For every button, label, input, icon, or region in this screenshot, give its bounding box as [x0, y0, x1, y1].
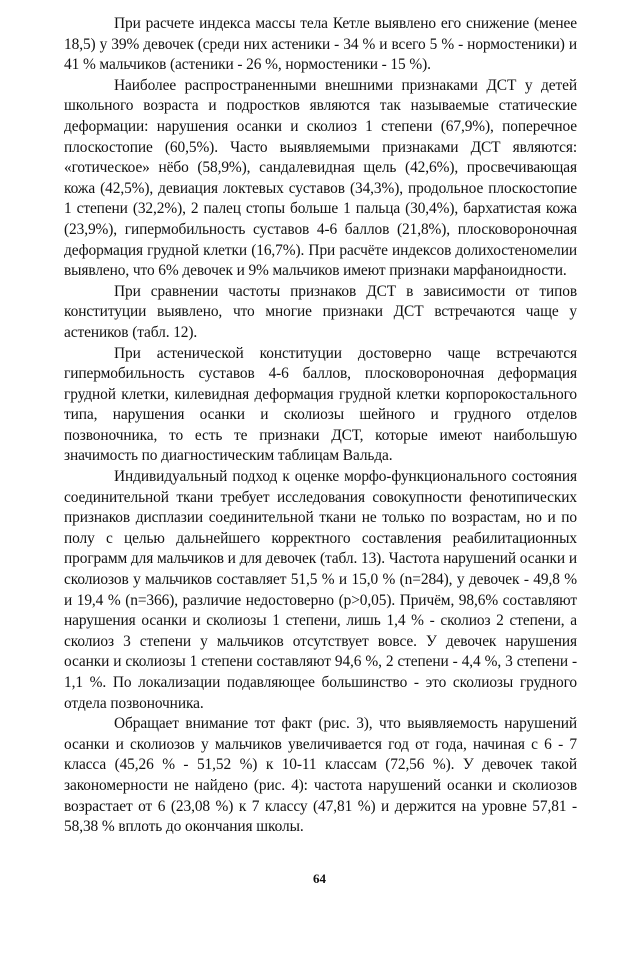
- paragraph-boys-girls-trend: Обращает внимание тот факт (рис. 3), что выявляемость нарушений осанки и сколиозов у мальчиков увеличивается год от года, начиная с 6 - 7 класса (45,26 % - 51,52 %) к 10-11 классам (72,56 %). У девочек такой закономерности не найдено (рис. 4): частота нарушений осанки и сколиозов возрастает от 6 (23,08 %) к 7 классу (47,81 %) и держится на уровне 57,81 - 58,38 % вплоть до окончания школы.: [64, 715, 577, 836]
- page-number: 64: [313, 871, 326, 886]
- paragraph-individual-approach: Индивидуальный подход к оценке морфо-функционального состояния соединительной ткани требует исследования совокупности фенотипических признаков дисплазии соединительной ткани не только по возрастам, но и по полу с целью дальнейшего корректного составления реабилитационных программ для мальчиков и для девочек (табл. 13). Частота нарушений осанки и сколиозов у мальчиков составляет 51,5 % и 15,0 % (n=284), у девочек - 49,8 % и 19,4 % (n=366), различие недостоверно (p>0,05). Причём, 98,6% составляют нарушения осанки и сколиозы 1 степени, лишь 1,4 % - сколиоз 2 степени, а сколиоз 3 степени у мальчиков отсутствует вовсе. У девочек нарушения осанки и сколиозы 1 степени составляют 94,6 %, 2 степени - 4,4 %, 3 степени - 1,1 %. По локализации подавляющее большинство - это сколиозы грудного отдела позвоночника.: [64, 468, 577, 712]
- paragraph-constitution: При сравнении частоты признаков ДСТ в зависимости от типов конституции выявлено, что многие признаки ДСТ встречаются чаще у астеников (табл. 12).: [64, 282, 577, 341]
- paragraph-bmi: При расчете индекса массы тела Кетле выявлено его снижение (менее 18,5) у 39% девочек (среди них астеники - 34 % и всего 5 % - нормостеники) и 41 % мальчиков (астеники - 26 %, нормостеники - 15 %).: [64, 15, 577, 74]
- paragraph-dst-signs: Наиболее распространенными внешними признаками ДСТ у детей школьного возраста и подростков являются так называемые статические деформации: нарушения осанки и сколиоз 1 степени (67,9%), поперечное плоскостопие (60,5%). Часто выявляемыми признаками ДСТ являются: «готическое» нёбо (58,9%), сандалевидная щель (42,6%), просвечивающая кожа (42,5%), девиация локтевых суставов (34,3%), продольное плоскостопие 1 степени (32,2%), 2 палец стопы больше 1 пальца (30,4%), бархатистая кожа (23,9%), гипермобильность суставов 4-6 баллов (21,8%), плосковороночная деформация грудной клетки (16,7%). При расчёте индексов долихостеномелии выявлено, что 6% девочек и 9% мальчиков имеют признаки марфаноидности.: [64, 76, 577, 280]
- paragraph-asthenic: При астенической конституции достоверно чаще встречаются гипермобильность суставов 4-6 баллов, плосковороночная деформация грудной клетки, килевидная деформация грудной клетки корпорокостального типа, нарушения осанки и сколиозы шейного и грудного отделов позвоночника, то есть те признаки ДСТ, которые имеют наибольшую значимость по диагностическим таблицам Вальда.: [64, 344, 577, 465]
